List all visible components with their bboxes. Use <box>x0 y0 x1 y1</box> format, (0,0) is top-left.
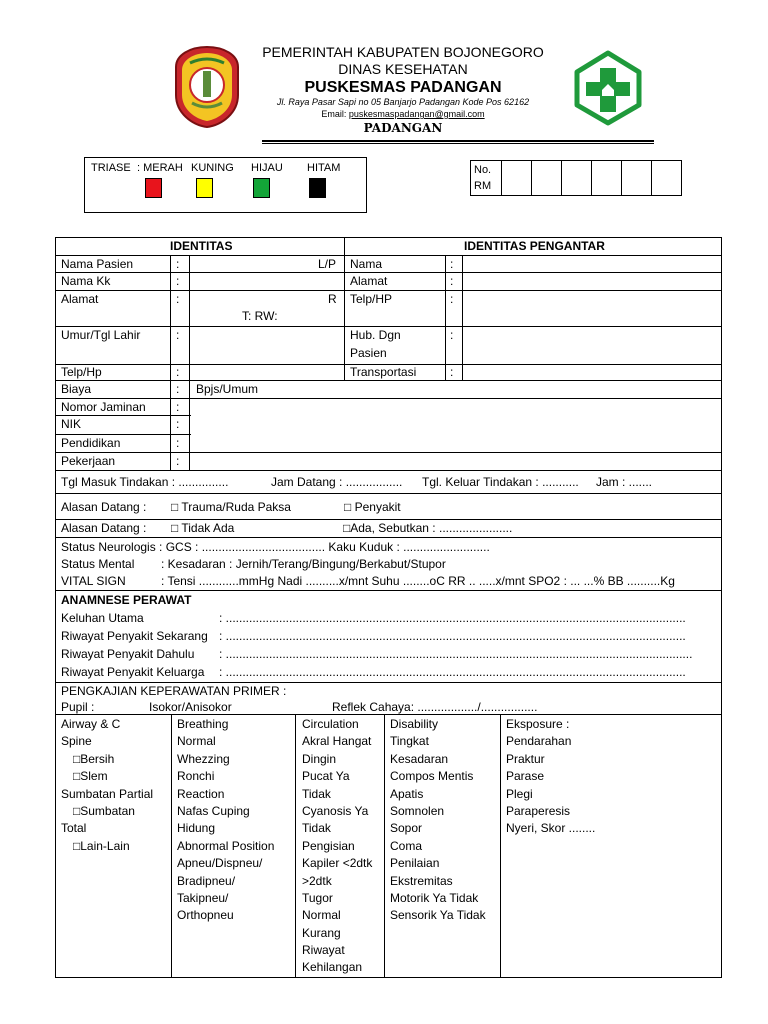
letterhead-rule-thin <box>262 143 654 144</box>
airway-item: Sumbatan Partial <box>61 786 154 801</box>
colon: : <box>176 257 180 271</box>
rekam-medis-box <box>470 160 682 196</box>
telp-label: Telp/Hp <box>61 365 102 379</box>
colon: : <box>450 274 454 288</box>
pengantar-alamat-label: Alamat <box>350 274 388 288</box>
breathing-item: Apneu/Dispneu/ <box>177 856 263 871</box>
letterhead-city: PADANGAN <box>363 121 443 135</box>
colon: : <box>176 328 180 342</box>
triase-merah-checkbox[interactable] <box>145 178 162 198</box>
triase-kuning-checkbox[interactable] <box>196 178 213 198</box>
rm-digit-4[interactable] <box>592 161 622 196</box>
breathing-item: Bradipneu/ <box>177 873 236 888</box>
pekerjaan-label: Pekerjaan <box>61 454 116 468</box>
circulation-item: >2dtk <box>302 873 332 888</box>
tgl-masuk-field: Tgl Masuk Tindakan : ............... <box>61 475 229 489</box>
biaya-label: Biaya <box>61 382 92 396</box>
airway-item: □Slem <box>73 769 108 784</box>
jam-keluar-field: Jam : ....... <box>596 475 653 489</box>
colon: : <box>176 365 180 379</box>
rpk-label: Riwayat Penyakit Keluarga <box>61 665 205 679</box>
pengantar-telp-label: Telp/HP <box>350 292 393 306</box>
rps-label: Riwayat Penyakit Sekarang <box>61 629 208 643</box>
ada-sebutkan-checkbox[interactable]: □Ada, Sebutkan : ...................... <box>343 521 513 535</box>
breathing-item: Whezzing <box>177 751 230 766</box>
rm-digit-6[interactable] <box>652 161 682 196</box>
circulation-item: Pengisian <box>302 838 355 853</box>
exposure-item: Parase <box>506 769 545 784</box>
breathing-item: Hidung <box>177 821 216 836</box>
disability-item: Tingkat <box>390 734 429 749</box>
status-neurologis: Status Neurologis : GCS : ..................................... Kaku Kuduk : .......................... <box>61 540 490 554</box>
disability-item: Motorik Ya Tidak <box>390 890 479 905</box>
letterhead-office: DINAS KESEHATAN <box>338 61 468 77</box>
breathing-item: Orthopneu <box>177 908 234 923</box>
letterhead-rule <box>262 140 654 142</box>
disability-item: Coma <box>390 838 423 853</box>
pengantar-nama-label: Nama <box>350 257 383 271</box>
disability-item: Disability <box>390 717 439 731</box>
rm-label: No. RM <box>471 161 502 196</box>
nama-pasien-label: Nama Pasien <box>61 257 134 271</box>
circulation-item: Riwayat <box>302 943 345 958</box>
exposure-item: Pendarahan <box>506 734 572 749</box>
circulation-item: Kehilangan <box>302 960 363 975</box>
alamat-label: Alamat <box>61 292 99 306</box>
rm-digit-3[interactable] <box>562 161 592 196</box>
triase-hijau-label: HIJAU <box>251 162 283 174</box>
circulation-item: Kapiler <2dtk <box>302 856 373 871</box>
letterhead-government: PEMERINTAH KABUPATEN BOJONEGORO <box>262 44 544 60</box>
triase-kuning-label: KUNING <box>191 162 234 174</box>
exposure-item: Praktur <box>506 751 545 766</box>
letterhead-puskesmas: PUSKESMAS PADANGAN <box>304 79 502 96</box>
airway-item: Airway & C <box>61 717 121 731</box>
circulation-item: Tidak <box>302 821 331 836</box>
penyakit-checkbox[interactable]: □ Penyakit <box>344 500 401 514</box>
rpd-label: Riwayat Penyakit Dahulu <box>61 647 195 661</box>
rpk-field[interactable]: : .......................................................................................................................................... <box>219 665 686 679</box>
vital-sign-value: : Tensi ............mmHg Nadi ..........x/mnt Suhu ........oC RR .. .....x/mnt SPO2 : ... ...% BB ..........Kg <box>161 574 675 588</box>
breathing-item: Breathing <box>177 717 229 731</box>
colon: : <box>450 365 454 379</box>
pengantar-transportasi-label: Transportasi <box>350 365 417 379</box>
triase-merah-label: : MERAH <box>137 162 183 174</box>
breathing-item: Ronchi <box>177 769 215 784</box>
colon: : <box>176 292 180 306</box>
breathing-item: Abnormal Position <box>177 838 275 853</box>
nik-label: NIK <box>61 417 82 431</box>
triase-label: TRIASE <box>91 162 131 174</box>
disability-item: Sopor <box>390 821 423 836</box>
breathing-column <box>177 716 274 925</box>
pengantar-header: IDENTITAS PENGANTAR <box>464 239 605 253</box>
triase-hijau-checkbox[interactable] <box>253 178 270 198</box>
breathing-item: Nafas Cuping <box>177 803 250 818</box>
exposure-item: Paraperesis <box>506 803 571 818</box>
circulation-item: Pucat Ya <box>302 769 350 784</box>
nomor-jaminan-label: Nomor Jaminan <box>61 400 146 414</box>
biaya-value: Bpjs/Umum <box>196 382 259 396</box>
colon: : <box>176 454 180 468</box>
tidak-ada-checkbox[interactable]: □ Tidak Ada <box>171 521 235 535</box>
vital-sign-label: VITAL SIGN <box>61 574 126 588</box>
airway-item: □Bersih <box>73 751 115 766</box>
exposure-item: Nyeri, Skor ........ <box>506 821 596 836</box>
airway-item: □Lain-Lain <box>73 838 130 853</box>
exposure-column <box>506 716 595 838</box>
rps-field[interactable]: : .......................................................................................................................................... <box>219 629 686 643</box>
airway-item: Total <box>61 821 87 836</box>
jam-datang-field: Jam Datang : ................. <box>271 475 403 489</box>
disability-item: Somnolen <box>390 803 445 818</box>
disability-item: Apatis <box>390 786 424 801</box>
letterhead-address: Jl. Raya Pasar Sapi no 05 Banjarjo Padangan Kode Pos 62162 <box>276 97 530 107</box>
circulation-column <box>302 716 372 977</box>
umur-label: Umur/Tgl Lahir <box>61 328 141 342</box>
rm-digit-2[interactable] <box>532 161 562 196</box>
exposure-item: Eksposure : <box>506 717 570 731</box>
breathing-item: Reaction <box>177 786 225 801</box>
lp-label: L/P <box>318 257 337 271</box>
colon: : <box>176 417 180 431</box>
alasan-datang-label: Alasan Datang : <box>61 500 147 514</box>
identitas-header: IDENTITAS <box>170 239 233 253</box>
circulation-item: Normal <box>302 908 341 923</box>
status-mental-label: Status Mental <box>61 557 135 571</box>
disability-item: Ekstremitas <box>390 873 453 888</box>
exposure-item: Plegi <box>506 786 533 801</box>
circulation-item: Circulation <box>302 717 359 731</box>
circulation-item: Dingin <box>302 751 337 766</box>
pupil-value: Isokor/Anisokor <box>149 700 232 714</box>
colon: : <box>176 400 180 414</box>
nama-kk-label: Nama Kk <box>61 274 111 288</box>
breathing-item: Takipneu/ <box>177 890 229 905</box>
disability-item: Kesadaran <box>390 751 449 766</box>
pupil-label: Pupil : <box>61 700 95 714</box>
circulation-item: Tidak <box>302 786 331 801</box>
trauma-checkbox[interactable]: □ Trauma/Ruda Paksa <box>171 500 291 514</box>
puskesmas-logo <box>573 50 643 126</box>
reflek-cahaya-field: Reflek Cahaya: ................../................. <box>332 700 538 714</box>
disability-item: Penilaian <box>390 856 440 871</box>
disability-column <box>390 716 486 925</box>
pendidikan-label: Pendidikan <box>61 436 121 450</box>
triase-hitam-label: HITAM <box>307 162 341 174</box>
anamnese-title: ANAMNESE PERAWAT <box>61 593 192 607</box>
pengantar-hub-label: Hub. Dgn <box>350 328 401 342</box>
letterhead <box>220 44 586 136</box>
colon: : <box>176 274 180 288</box>
letterhead-email: Email: puskesmaspadangan@gmail.com <box>321 109 485 119</box>
assessment-form <box>55 237 722 978</box>
tgl-keluar-field: Tgl. Keluar Tindakan : ........... <box>422 475 579 489</box>
airway-item: Spine <box>61 734 92 749</box>
circulation-item: Kurang <box>302 925 341 940</box>
colon: : <box>450 257 454 271</box>
rt-rw-label: T: RW: <box>242 309 278 323</box>
alasan-datang-label-2: Alasan Datang : <box>61 521 147 535</box>
circulation-item: Tugor <box>302 890 333 905</box>
breathing-item: Normal <box>177 734 216 749</box>
rm-digit-5[interactable] <box>622 161 652 196</box>
colon: : <box>450 292 454 306</box>
disability-item: Compos Mentis <box>390 769 474 784</box>
primer-title: PENGKAJIAN KEPERAWATAN PRIMER : <box>61 684 287 698</box>
disability-item: Sensorik Ya Tidak <box>390 908 486 923</box>
colon: : <box>176 436 180 450</box>
keluhan-utama-field[interactable]: : .......................................................................................................................................... <box>219 611 686 625</box>
colon: : <box>176 382 180 396</box>
rm-digit-1[interactable] <box>502 161 532 196</box>
circulation-item: Cyanosis Ya <box>302 803 369 818</box>
status-mental-value: : Kesadaran : Jernih/Terang/Bingung/Berkabut/Stupor <box>161 557 446 571</box>
rt-label: R <box>328 292 337 306</box>
airway-column <box>61 716 153 855</box>
triase-hitam-checkbox[interactable] <box>309 178 326 198</box>
circulation-item: Akral Hangat <box>302 734 372 749</box>
rpd-field[interactable]: : ............................................................................................................................................ <box>219 647 693 661</box>
airway-item: □Sumbatan <box>73 803 135 818</box>
colon: : <box>450 328 454 342</box>
pengantar-hub-label-2: Pasien <box>350 346 387 360</box>
keluhan-utama-label: Keluhan Utama <box>61 611 144 625</box>
